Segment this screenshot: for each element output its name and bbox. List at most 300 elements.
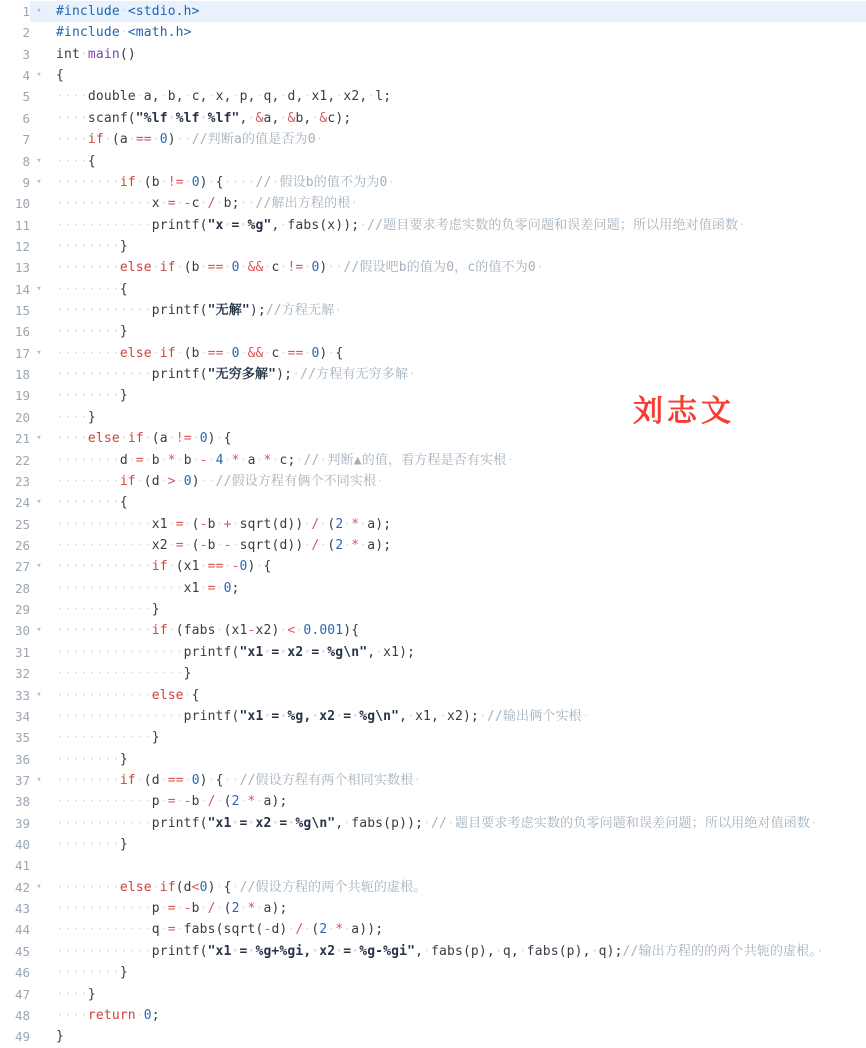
- token-p: ········}: [56, 837, 128, 853]
- code-text[interactable]: [48, 749, 866, 770]
- token-p: [176, 196, 184, 211]
- line-number[interactable]: 20: [14, 409, 30, 425]
- whitespace-dot: ·: [79, 46, 88, 62]
- whitespace-dot: ·: [518, 943, 527, 959]
- fold-arrow-icon[interactable]: ▾: [36, 176, 42, 187]
- whitespace-dot: ·: [287, 815, 296, 831]
- token-c: //·假设b的值不为为0·: [255, 174, 396, 190]
- code-line: [0, 450, 866, 471]
- whitespace-dot: ········: [56, 452, 120, 468]
- code-text[interactable]: [48, 663, 866, 684]
- line-number[interactable]: 15: [14, 303, 30, 319]
- fold-arrow-icon[interactable]: ▾: [36, 774, 42, 785]
- line-number[interactable]: 28: [14, 580, 30, 596]
- token-o: -: [199, 537, 208, 553]
- token-p: ············printf(: [56, 217, 208, 233]
- token-p: )·{: [247, 559, 272, 575]
- token-s: "x1·=·x2·=·%g\n": [239, 644, 368, 660]
- whitespace-dot: ·: [151, 345, 160, 361]
- whitespace-dot: ·: [223, 345, 232, 361]
- whitespace-dot: ·: [295, 452, 304, 468]
- token-p: [192, 431, 200, 446]
- token-o: /: [207, 196, 216, 212]
- code-line: [0, 492, 866, 513]
- whitespace-dot: ·: [167, 559, 176, 575]
- whitespace-dot: ·: [239, 452, 248, 468]
- code-text[interactable]: [48, 236, 866, 257]
- token-p: ·a);: [255, 794, 288, 810]
- token-o: <: [191, 879, 200, 895]
- token-p: ,·: [239, 110, 256, 126]
- line-number[interactable]: 46: [14, 965, 30, 981]
- whitespace-dot: ·: [215, 879, 224, 895]
- whitespace-dot: ·: [159, 196, 168, 212]
- line-number[interactable]: 5: [22, 89, 30, 105]
- token-n: 0: [311, 260, 320, 276]
- token-p: ·(a·: [103, 132, 136, 148]
- token-s: "x·=·%g": [207, 217, 272, 233]
- whitespace-dot: ·: [327, 922, 336, 938]
- fold-arrow-icon[interactable]: ▾: [36, 433, 42, 444]
- whitespace-dot: ·: [215, 196, 224, 212]
- token-o: ==: [135, 132, 152, 148]
- whitespace-dot: ·: [175, 473, 184, 489]
- code-text[interactable]: [48, 791, 866, 812]
- token-k: if: [119, 772, 136, 788]
- whitespace-dot: ·: [319, 452, 328, 468]
- token-n: 0: [311, 345, 320, 361]
- token-p: [56, 260, 120, 275]
- line-number[interactable]: 33: [14, 687, 30, 703]
- token-c: //题目要求考虑实数的负零问题和误差问题；所以用绝对值函数·: [367, 217, 747, 233]
- whitespace-dot: ·: [175, 452, 184, 468]
- whitespace-dot: ·: [215, 901, 224, 917]
- token-p: [152, 132, 160, 147]
- line-number[interactable]: 29: [14, 602, 30, 618]
- token-p: ·a·: [239, 452, 264, 468]
- code-text[interactable]: [48, 877, 866, 898]
- line-number[interactable]: 25: [14, 516, 30, 532]
- line-number[interactable]: 27: [14, 559, 30, 575]
- fold-spacer: [30, 919, 48, 940]
- code-text[interactable]: [48, 279, 866, 300]
- token-k: if: [127, 431, 144, 447]
- whitespace-dot: ·: [183, 772, 192, 788]
- code-line: [0, 86, 866, 107]
- line-number[interactable]: 42: [14, 879, 30, 895]
- line-number[interactable]: 17: [14, 345, 30, 361]
- token-p: );: [249, 303, 266, 319]
- whitespace-dot: ·: [207, 772, 216, 788]
- token-n: 0: [223, 580, 232, 596]
- token-p: ·sqrt(d))·: [231, 516, 312, 532]
- code-text[interactable]: [48, 108, 866, 129]
- fold-spacer: [30, 813, 48, 834]
- code-text[interactable]: [48, 984, 866, 1005]
- token-p: );·: [276, 367, 301, 383]
- line-number[interactable]: 19: [14, 388, 30, 404]
- whitespace-dot: ············: [56, 559, 152, 575]
- token-p: [240, 794, 248, 809]
- token-p: )·{····: [199, 174, 256, 190]
- whitespace-dot: ·: [303, 537, 312, 553]
- whitespace-dot: ·: [167, 537, 176, 553]
- fold-spacer: [30, 599, 48, 620]
- whitespace-dot: ·: [247, 110, 256, 126]
- code-text[interactable]: [48, 428, 866, 449]
- whitespace-dot: ·: [135, 89, 144, 105]
- line-number[interactable]: 47: [14, 986, 30, 1002]
- code-text[interactable]: [48, 450, 866, 471]
- code-line: [0, 834, 866, 855]
- code-text[interactable]: [48, 86, 866, 107]
- token-p: ····{: [56, 153, 96, 169]
- token-n: 0: [199, 431, 208, 447]
- token-n: 2: [231, 901, 240, 917]
- token-c: //输出俩个实根·: [486, 708, 590, 724]
- code-text[interactable]: [48, 770, 866, 791]
- code-text[interactable]: [48, 834, 866, 855]
- token-p: d)·: [271, 922, 296, 938]
- line-number[interactable]: 23: [14, 473, 30, 489]
- line-number[interactable]: 21: [14, 431, 30, 447]
- whitespace-dot: ·: [279, 345, 288, 361]
- whitespace-dot: ············: [56, 687, 152, 703]
- code-text[interactable]: [48, 44, 866, 65]
- line-number[interactable]: 39: [14, 815, 30, 831]
- token-p: ················}: [56, 666, 192, 682]
- fold-spacer: [30, 215, 48, 236]
- code-line: [0, 22, 866, 43]
- token-p: [224, 453, 232, 468]
- code-text[interactable]: [48, 300, 866, 321]
- token-p: ············printf(: [56, 367, 208, 383]
- code-text[interactable]: [48, 855, 866, 876]
- code-text[interactable]: [48, 685, 866, 706]
- code-text[interactable]: [48, 898, 866, 919]
- token-p: {: [56, 68, 64, 84]
- whitespace-dot: ·: [303, 922, 312, 938]
- whitespace-dot: ·: [231, 815, 240, 831]
- code-text[interactable]: [48, 129, 866, 150]
- fold-arrow-icon[interactable]: ▾: [36, 70, 42, 81]
- code-line: [0, 556, 866, 577]
- token-n: 4: [215, 452, 224, 468]
- line-number[interactable]: 48: [14, 1007, 30, 1023]
- token-p: }: [56, 1029, 64, 1045]
- code-text[interactable]: [48, 941, 866, 962]
- code-text[interactable]: [48, 65, 866, 86]
- code-text[interactable]: [48, 492, 866, 513]
- fold-arrow-icon[interactable]: ▾: [36, 283, 42, 294]
- token-n: 2: [319, 922, 328, 938]
- whitespace-dot: ·: [199, 580, 208, 596]
- whitespace-dot: ················: [56, 580, 184, 596]
- code-text[interactable]: [48, 193, 866, 214]
- code-text[interactable]: [48, 962, 866, 983]
- token-o: ==: [167, 772, 184, 788]
- token-c: //方程有无穷多解·: [300, 367, 417, 383]
- fold-spacer: [30, 22, 48, 43]
- token-p: ,·fabs(p));·: [335, 815, 432, 831]
- whitespace-dot: ········: [56, 238, 120, 254]
- token-n: 0: [239, 559, 248, 575]
- token-o: -: [183, 901, 192, 917]
- token-n: 2: [231, 794, 240, 810]
- token-p: ············p·: [56, 794, 168, 810]
- token-p: [176, 474, 184, 489]
- token-p: ·(fabs·(x1: [167, 623, 248, 639]
- token-p: [216, 581, 224, 596]
- line-number[interactable]: 34: [14, 708, 30, 724]
- token-p: ············}: [56, 602, 160, 618]
- token-k: else: [119, 345, 152, 361]
- line-number[interactable]: 45: [14, 943, 30, 959]
- line-number[interactable]: 6: [22, 110, 30, 126]
- whitespace-dot: ·: [367, 89, 376, 105]
- code-text[interactable]: [48, 642, 866, 663]
- token-p: ············x1·: [56, 516, 176, 532]
- whitespace-dot: ·: [159, 922, 168, 938]
- whitespace-dot: ·: [319, 516, 328, 532]
- fold-spacer: [30, 450, 48, 471]
- whitespace-dot: ····: [56, 409, 88, 425]
- code-text[interactable]: [48, 215, 866, 236]
- whitespace-dot: ·: [231, 879, 240, 895]
- whitespace-dot: ·: [151, 132, 160, 148]
- whitespace-dot: ·: [223, 452, 232, 468]
- code-line: [0, 642, 866, 663]
- whitespace-dot: ·: [159, 473, 168, 489]
- whitespace-dot: ········: [56, 174, 120, 190]
- whitespace-dot: ··: [175, 132, 192, 148]
- fold-arrow-icon[interactable]: ▾: [36, 689, 42, 700]
- whitespace-dot: ·: [247, 815, 256, 831]
- line-number[interactable]: 13: [14, 260, 30, 276]
- code-text[interactable]: [48, 535, 866, 556]
- line-number[interactable]: 41: [14, 858, 30, 874]
- whitespace-dot: ·: [494, 943, 503, 959]
- code-text[interactable]: [48, 321, 866, 342]
- whitespace-dot: ·: [478, 708, 487, 724]
- whitespace-dot: ·: [207, 174, 216, 190]
- line-number[interactable]: 26: [14, 537, 30, 553]
- code-text[interactable]: [48, 578, 866, 599]
- whitespace-dot: ·: [334, 303, 343, 319]
- line-number[interactable]: 35: [14, 730, 30, 746]
- fold-spacer: [30, 578, 48, 599]
- token-n: 2: [335, 516, 344, 532]
- whitespace-dot: ·: [215, 794, 224, 810]
- line-number[interactable]: 32: [14, 666, 30, 682]
- line-number[interactable]: 7: [22, 132, 30, 148]
- token-p: [224, 260, 232, 275]
- whitespace-dot: ·: [506, 452, 515, 468]
- token-k: if: [119, 473, 136, 489]
- fold-arrow-icon[interactable]: ▾: [36, 155, 42, 166]
- whitespace-dot: ····: [56, 89, 88, 105]
- whitespace-dot: ·: [439, 708, 447, 724]
- code-text[interactable]: [48, 620, 866, 641]
- token-o: &: [287, 110, 296, 126]
- fold-spacer: [30, 129, 48, 150]
- whitespace-dot: ········: [56, 260, 120, 276]
- whitespace-dot: ·: [279, 708, 288, 724]
- line-number[interactable]: 22: [14, 452, 30, 468]
- whitespace-dot: ·: [215, 623, 224, 639]
- line-number[interactable]: 3: [22, 46, 30, 62]
- token-o: -: [183, 794, 192, 810]
- token-p: [56, 1008, 88, 1023]
- code-text[interactable]: [48, 1005, 866, 1026]
- token-p: (d: [175, 879, 192, 895]
- code-text[interactable]: [48, 151, 866, 172]
- token-o: *: [263, 452, 272, 468]
- line-number[interactable]: 36: [14, 751, 30, 767]
- line-number[interactable]: 37: [14, 772, 30, 788]
- token-o: *: [167, 452, 176, 468]
- token-o: =: [167, 794, 176, 810]
- line-number[interactable]: 4: [22, 68, 30, 84]
- code-text[interactable]: [48, 514, 866, 535]
- code-text[interactable]: [48, 727, 866, 748]
- whitespace-dot: ·: [167, 110, 176, 126]
- whitespace-dot: ·: [279, 89, 288, 105]
- whitespace-dot: ·: [215, 516, 224, 532]
- whitespace-dot: ·: [159, 89, 168, 105]
- whitespace-dot: ············: [56, 196, 152, 212]
- line-number[interactable]: 30: [14, 623, 30, 639]
- line-number[interactable]: 10: [14, 196, 30, 212]
- line-number[interactable]: 44: [14, 922, 30, 938]
- code-line: [0, 193, 866, 214]
- token-o: *: [351, 516, 360, 532]
- token-c: //·判断▲的值，看方程是否有实根·: [303, 452, 515, 468]
- line-number[interactable]: 12: [14, 238, 30, 254]
- code-text[interactable]: [48, 1026, 866, 1047]
- code-text[interactable]: [48, 407, 866, 428]
- token-p: ·fabs(sqrt(: [175, 922, 264, 938]
- token-p: ············p·: [56, 901, 168, 917]
- whitespace-dot: ············: [56, 730, 152, 746]
- line-number[interactable]: 8: [22, 153, 30, 169]
- line-number[interactable]: 31: [14, 644, 30, 660]
- token-n: 0: [143, 1007, 152, 1023]
- fold-arrow-icon[interactable]: ▾: [30, 1, 48, 22]
- code-text[interactable]: [48, 599, 866, 620]
- line-number[interactable]: 2: [22, 25, 30, 41]
- line-number[interactable]: 14: [14, 281, 30, 297]
- fold-arrow-icon[interactable]: ▾: [36, 625, 42, 636]
- token-p: ·a));: [343, 922, 384, 938]
- token-i: #include·<stdio.h>: [56, 4, 200, 19]
- line-number[interactable]: 49: [14, 1029, 30, 1045]
- token-o: *: [247, 794, 256, 810]
- code-line: [0, 129, 866, 150]
- token-n: 0: [199, 879, 208, 895]
- whitespace-dot: ············: [56, 537, 152, 553]
- token-o: >: [167, 473, 176, 489]
- token-i: #include·<math.h>: [56, 25, 192, 41]
- code-line: [0, 1026, 866, 1047]
- code-text[interactable]: [48, 1, 866, 22]
- token-p: )·{: [319, 345, 344, 361]
- line-number[interactable]: 11: [14, 217, 30, 233]
- token-p: b,·: [295, 110, 320, 126]
- whitespace-dot: ·: [215, 580, 224, 596]
- token-p: ············x2·: [56, 537, 176, 553]
- code-text[interactable]: [48, 919, 866, 940]
- token-p: ········}: [56, 324, 128, 340]
- code-text[interactable]: [48, 813, 866, 834]
- token-p: [56, 175, 120, 190]
- line-number[interactable]: 18: [14, 367, 30, 383]
- token-p: b·: [207, 516, 224, 532]
- token-o: &&: [247, 260, 264, 276]
- token-n: 0: [159, 132, 168, 148]
- code-text[interactable]: [48, 364, 866, 385]
- fold-spacer: [30, 236, 48, 257]
- whitespace-dot: ········: [56, 495, 120, 511]
- code-line: [0, 706, 866, 727]
- code-text[interactable]: [48, 385, 866, 406]
- line-number[interactable]: 40: [14, 837, 30, 853]
- line-number[interactable]: 9: [22, 174, 30, 190]
- fold-arrow-icon[interactable]: ▾: [36, 881, 42, 892]
- whitespace-dot: ········: [56, 281, 120, 297]
- whitespace-dot: ·: [239, 901, 248, 917]
- code-text[interactable]: [48, 556, 866, 577]
- whitespace-dot: ·: [183, 174, 192, 190]
- line-number[interactable]: 16: [14, 324, 30, 340]
- token-p: ·c;·: [271, 452, 304, 468]
- fold-arrow-icon[interactable]: ▾: [36, 497, 42, 508]
- fold-arrow-icon[interactable]: ▾: [36, 347, 42, 358]
- code-text[interactable]: [48, 172, 866, 193]
- line-number[interactable]: 1: [22, 4, 30, 19]
- token-p: ············printf(: [56, 303, 208, 319]
- whitespace-dot: ····: [56, 986, 88, 1002]
- code-line: [0, 599, 866, 620]
- token-o: &&: [247, 345, 264, 361]
- whitespace-dot: ·: [263, 260, 272, 276]
- whitespace-dot: ····: [56, 1007, 88, 1023]
- whitespace-dot: ·: [135, 174, 144, 190]
- line-number[interactable]: 24: [14, 495, 30, 511]
- fold-spacer: [30, 257, 48, 278]
- fold-spacer: [30, 834, 48, 855]
- line-number[interactable]: 38: [14, 794, 30, 810]
- token-p: [56, 623, 152, 638]
- code-text[interactable]: [48, 706, 866, 727]
- code-text[interactable]: [48, 257, 866, 278]
- code-text[interactable]: [48, 343, 866, 364]
- token-p: ········}: [56, 388, 128, 404]
- line-number[interactable]: 43: [14, 901, 30, 917]
- token-o: /: [311, 537, 320, 553]
- token-f: main: [87, 46, 120, 62]
- whitespace-dot: ················: [56, 708, 184, 724]
- fold-arrow-icon[interactable]: ▾: [36, 561, 42, 572]
- token-c: //假设方程有俩个不同实根·: [215, 473, 385, 489]
- code-text[interactable]: [48, 471, 866, 492]
- whitespace-dot: ·: [199, 901, 208, 917]
- token-o: +: [223, 516, 232, 532]
- token-c: //假设吧b的值为0，c的值不为0·: [343, 260, 544, 276]
- token-p: ····double·a,·b,·c,·x,·p,·q,·d,·x1,·x2,·l;: [56, 89, 392, 105]
- whitespace-dot: ·: [231, 89, 240, 105]
- code-text[interactable]: [48, 22, 866, 43]
